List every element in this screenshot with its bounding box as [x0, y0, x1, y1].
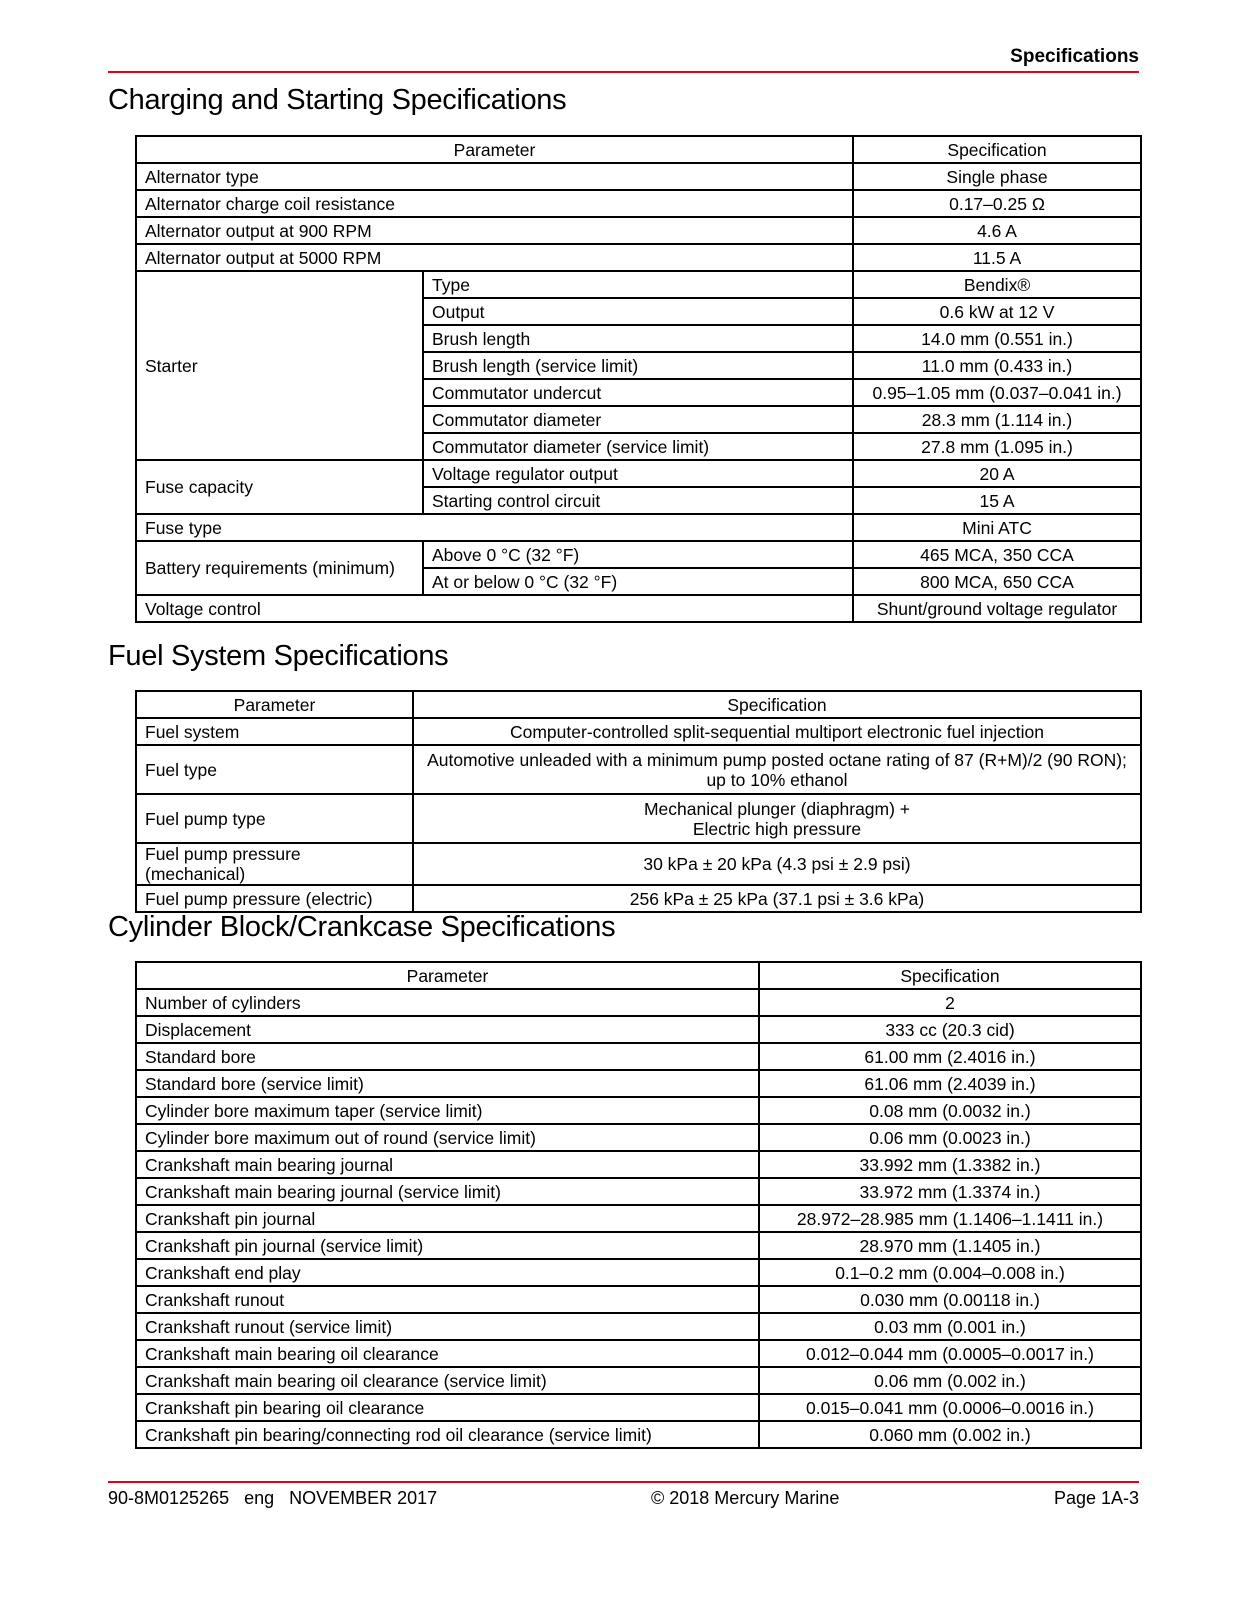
parameter-cell: Fuel pump pressure (electric) — [136, 885, 413, 912]
table-row — [136, 1178, 1141, 1205]
specification-cell: 333 cc (20.3 cid) — [759, 1016, 1141, 1043]
parameter-cell: Fuel system — [136, 718, 413, 745]
footer-rule — [108, 1481, 1139, 1483]
running-header: Specifications — [1010, 46, 1139, 67]
specification-cell: 33.972 mm (1.3374 in.) — [759, 1178, 1141, 1205]
table-row — [136, 718, 1141, 745]
sub-parameter-cell: At or below 0 °C (32 °F) — [423, 568, 853, 595]
parameter-cell: Standard bore — [136, 1043, 759, 1070]
sub-parameter-cell: Output — [423, 298, 853, 325]
table-row — [136, 1259, 1141, 1286]
table-row — [136, 1151, 1141, 1178]
table-row — [136, 1043, 1141, 1070]
group-label-cell: Starter — [136, 271, 423, 460]
specification-line-1: Automotive unleaded with a minimum pump posted octane rating of 87 (R+M)/2 (90 RON); — [427, 749, 1127, 770]
specification-cell: 0.012–0.044 mm (0.0005–0.0017 in.) — [759, 1340, 1141, 1367]
document-number-text: 90-8M0125265 eng NOVEMBER 2017 — [108, 1488, 438, 1508]
table-row — [136, 217, 1141, 244]
specification-cell: 28.970 mm (1.1405 in.) — [759, 1232, 1141, 1259]
table-header-row — [136, 691, 1141, 718]
cylinder-spec-table — [135, 961, 1142, 1449]
specification-cell — [413, 745, 1141, 794]
table-row — [136, 843, 1141, 885]
parameter-cell: Voltage control — [136, 595, 853, 622]
parameter-cell: Fuse type — [136, 514, 853, 541]
parameter-cell: Crankshaft pin journal — [136, 1205, 759, 1232]
parameter-cell: Cylinder bore maximum taper (service limit) — [136, 1097, 759, 1124]
column-header-parameter: Parameter — [136, 691, 413, 718]
table-row — [136, 460, 1141, 487]
parameter-cell: Fuel pump pressure (mechanical) — [136, 843, 413, 885]
specification-cell: 0.6 kW at 12 V — [853, 298, 1141, 325]
specification-cell: 28.972–28.985 mm (1.1406–1.1411 in.) — [759, 1205, 1141, 1232]
sub-parameter-cell: Commutator diameter — [423, 406, 853, 433]
table-row — [136, 1097, 1141, 1124]
parameter-cell: Crankshaft end play — [136, 1259, 759, 1286]
specification-cell: 2 — [759, 989, 1141, 1016]
sub-parameter-cell: Starting control circuit — [423, 487, 853, 514]
specification-cell: 4.6 A — [853, 217, 1141, 244]
fuel-spec-table — [135, 690, 1142, 913]
specification-line-2: up to 10% ethanol — [706, 769, 848, 790]
table-row — [136, 163, 1141, 190]
specification-cell: 0.03 mm (0.001 in.) — [759, 1313, 1141, 1340]
parameter-cell: Crankshaft runout (service limit) — [136, 1313, 759, 1340]
table-row — [136, 271, 1141, 298]
specification-cell: 800 MCA, 650 CCA — [853, 568, 1141, 595]
specification-cell — [413, 794, 1141, 843]
table-row — [136, 1367, 1141, 1394]
table-row — [136, 1232, 1141, 1259]
table-row — [136, 1421, 1141, 1448]
table-row — [136, 541, 1141, 568]
table-row — [136, 1286, 1141, 1313]
sub-parameter-cell: Voltage regulator output — [423, 460, 853, 487]
specification-cell: 11.0 mm (0.433 in.) — [853, 352, 1141, 379]
specification-cell: 0.06 mm (0.0023 in.) — [759, 1124, 1141, 1151]
copyright-notice: © 2018 Mercury Marine — [651, 1488, 840, 1508]
parameter-cell: Fuel pump type — [136, 794, 413, 843]
specification-cell: 0.015–0.041 mm (0.0006–0.0016 in.) — [759, 1394, 1141, 1421]
group-label-cell: Fuse capacity — [136, 460, 423, 514]
specification-cell: 0.17–0.25 Ω — [853, 190, 1141, 217]
sub-parameter-cell: Commutator undercut — [423, 379, 853, 406]
header-rule — [108, 71, 1139, 73]
specification-cell: 28.3 mm (1.114 in.) — [853, 406, 1141, 433]
parameter-cell: Standard bore (service limit) — [136, 1070, 759, 1097]
specification-line-1: Mechanical plunger (diaphragm) + — [643, 798, 911, 819]
parameter-cell: Crankshaft main bearing oil clearance (service limit) — [136, 1367, 759, 1394]
table-row — [136, 885, 1141, 912]
parameter-cell: Crankshaft runout — [136, 1286, 759, 1313]
parameter-cell: Crankshaft pin bearing/connecting rod oil clearance (service limit) — [136, 1421, 759, 1448]
group-label-cell: Battery requirements (minimum) — [136, 541, 423, 595]
specification-cell: 61.06 mm (2.4039 in.) — [759, 1070, 1141, 1097]
parameter-cell: Alternator type — [136, 163, 853, 190]
table-row — [136, 514, 1141, 541]
specification-cell: 0.1–0.2 mm (0.004–0.008 in.) — [759, 1259, 1141, 1286]
table-row — [136, 1394, 1141, 1421]
specification-line-2: Electric high pressure — [692, 818, 862, 839]
parameter-cell: Displacement — [136, 1016, 759, 1043]
specification-cell: 33.992 mm (1.3382 in.) — [759, 1151, 1141, 1178]
table-header-row — [136, 962, 1141, 989]
specification-cell — [413, 718, 1141, 745]
specification-cell: Single phase — [853, 163, 1141, 190]
specification-cell: 14.0 mm (0.551 in.) — [853, 325, 1141, 352]
specification-cell: 27.8 mm (1.095 in.) — [853, 433, 1141, 460]
parameter-cell: Crankshaft main bearing journal (service limit) — [136, 1178, 759, 1205]
table-row — [136, 1124, 1141, 1151]
specification-cell: 0.95–1.05 mm (0.037–0.041 in.) — [853, 379, 1141, 406]
specification-cell: 30 kPa ± 20 kPa (4.3 psi ± 2.9 psi) — [413, 843, 1141, 885]
parameter-cell: Number of cylinders — [136, 989, 759, 1016]
table-row — [136, 745, 1141, 794]
specification-text: Computer-controlled split-sequential multiport electronic fuel injection — [509, 721, 1044, 742]
specification-cell: 0.030 mm (0.00118 in.) — [759, 1286, 1141, 1313]
table-row — [136, 595, 1141, 622]
specification-cell: Bendix® — [853, 271, 1141, 298]
table-header-row — [136, 136, 1141, 163]
table-row — [136, 1313, 1141, 1340]
table-row — [136, 244, 1141, 271]
sub-parameter-cell: Commutator diameter (service limit) — [423, 433, 853, 460]
sub-parameter-cell: Type — [423, 271, 853, 298]
parameter-cell: Alternator charge coil resistance — [136, 190, 853, 217]
column-header-specification: Specification — [413, 691, 1141, 718]
table-row — [136, 1016, 1141, 1043]
parameter-cell: Alternator output at 900 RPM — [136, 217, 853, 244]
parameter-cell: Crankshaft main bearing oil clearance — [136, 1340, 759, 1367]
specification-cell: Mini ATC — [853, 514, 1141, 541]
specification-cell: 20 A — [853, 460, 1141, 487]
specification-cell: 11.5 A — [853, 244, 1141, 271]
table-row — [136, 1205, 1141, 1232]
table-row — [136, 794, 1141, 843]
specification-cell: 0.08 mm (0.0032 in.) — [759, 1097, 1141, 1124]
specification-cell: 0.060 mm (0.002 in.) — [759, 1421, 1141, 1448]
parameter-cell: Fuel type — [136, 745, 413, 794]
column-header-parameter: Parameter — [136, 962, 759, 989]
table-row — [136, 1340, 1141, 1367]
fuel-section-title: Fuel System Specifications — [108, 640, 449, 672]
specification-cell: 61.00 mm (2.4016 in.) — [759, 1043, 1141, 1070]
column-header-parameter: Parameter — [136, 136, 853, 163]
charging-section-title: Charging and Starting Specifications — [108, 84, 567, 116]
specification-cell: 465 MCA, 350 CCA — [853, 541, 1141, 568]
parameter-cell: Crankshaft pin bearing oil clearance — [136, 1394, 759, 1421]
parameter-cell: Cylinder bore maximum out of round (service limit) — [136, 1124, 759, 1151]
specification-cell: 15 A — [853, 487, 1141, 514]
charging-spec-table — [135, 135, 1142, 623]
table-row — [136, 1070, 1141, 1097]
table-row — [136, 190, 1141, 217]
parameter-cell: Alternator output at 5000 RPM — [136, 244, 853, 271]
cylinder-section-title: Cylinder Block/Crankcase Specifications — [108, 911, 616, 943]
sub-parameter-cell: Brush length (service limit) — [423, 352, 853, 379]
specification-cell: 0.06 mm (0.002 in.) — [759, 1367, 1141, 1394]
sub-parameter-cell: Brush length — [423, 325, 853, 352]
parameter-cell: Crankshaft pin journal (service limit) — [136, 1232, 759, 1259]
column-header-specification: Specification — [853, 136, 1141, 163]
specification-cell: 256 kPa ± 25 kPa (37.1 psi ± 3.6 kPa) — [413, 885, 1141, 912]
specification-cell: Shunt/ground voltage regulator — [853, 595, 1141, 622]
parameter-cell: Crankshaft main bearing journal — [136, 1151, 759, 1178]
document-number — [108, 1488, 437, 1509]
table-row — [136, 989, 1141, 1016]
column-header-specification: Specification — [759, 962, 1141, 989]
sub-parameter-cell: Above 0 °C (32 °F) — [423, 541, 853, 568]
page-number: Page 1A-3 — [1053, 1488, 1139, 1508]
